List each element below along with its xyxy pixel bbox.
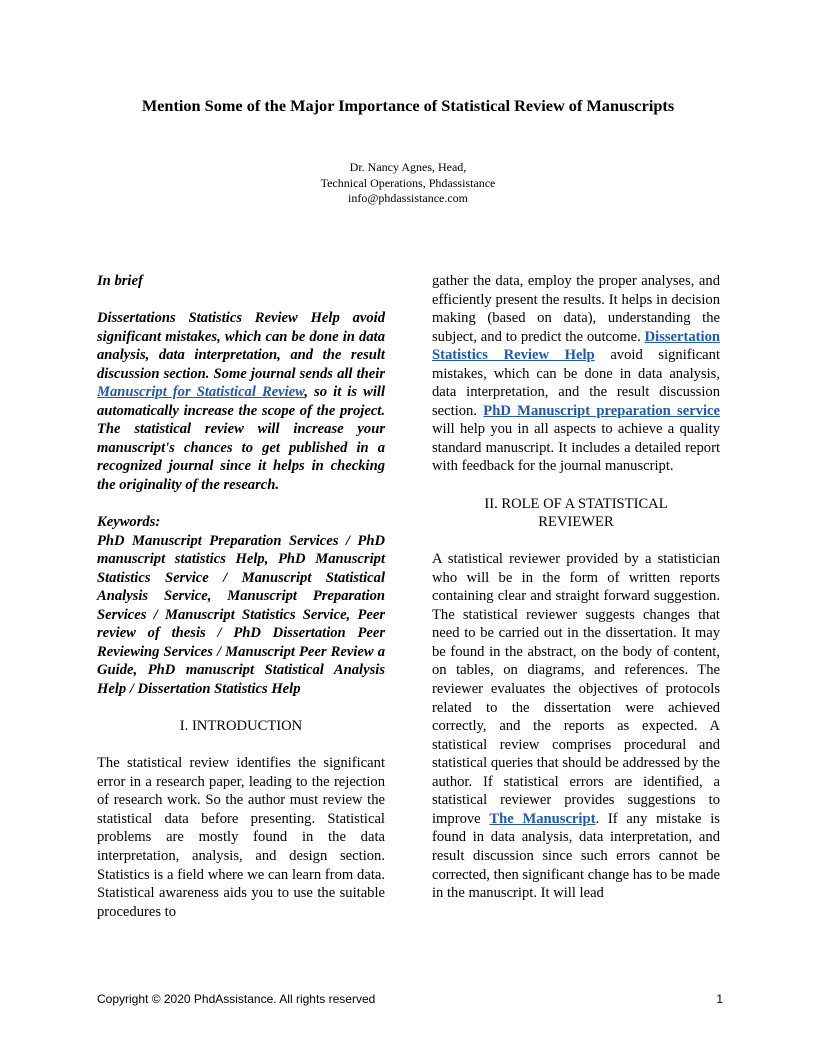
author-email: info@phdassistance.com (347, 191, 469, 205)
document-title: Mention Some of the Major Importance of Statistical Review of Manuscripts (141, 96, 675, 115)
phd-manuscript-preparation-service-link[interactable]: PhD Manuscript preparation service (483, 402, 721, 419)
role-paragraph (432, 550, 720, 902)
dissertation-statistics-review-help-link[interactable]: Dissertation Statistics Review Help (432, 328, 720, 364)
page-number: 1 (716, 992, 723, 1006)
role-text-1: A statistical reviewer provided by a statistician who will be in the form of written reports containing clear and straight forward suggestion. The statistical reviewer suggests changes that need to be carried out in the dissertation. It may be found in the abstract, on the body of content, on tables, on diagrams, and references. The reviewer evaluates the objectives of protocols related to the dissertation were achieved correctly, and the reports as expected. A statistical review comprises procedural and statistical queries that should be addressed by the author. If statistical errors are identified, a statistical reviewer provides suggestions to improve (432, 551, 720, 827)
left-column (97, 272, 385, 921)
introduction-paragraph: The statistical review identifies the significant error in a research paper, leading to the rejection of research work. So the author must review the statistical data before presenting. Statistical problems are mostly found in the data interpretation, analysis, and design section. Statistics is a field where we can learn from data. Statistical awareness aids you to use the suitable procedures to (97, 755, 385, 920)
author-name: Dr. Nancy Agnes, Head, (349, 160, 467, 174)
manuscript-statistical-review-link[interactable]: Manuscript for Statistical Review (97, 384, 305, 401)
right-column (432, 272, 720, 903)
author-block (0, 160, 816, 207)
the-manuscript-link[interactable]: The Manuscript (489, 810, 596, 827)
in-brief-heading: In brief (97, 273, 143, 289)
introduction-heading: I. INTRODUCTION (179, 718, 303, 735)
intro-cont-text-2: avoid significant mistakes, which can be done in data analysis, data interpretation, and the result discussion section. (432, 347, 721, 419)
brief-paragraph (97, 309, 385, 494)
introduction-continued-paragraph (432, 272, 720, 476)
brief-text-2: , so it is will automatically increase the scope of the project. The statistical review will increase your manuscript's chances to get published in a recognized journal since it helps in checking the originality of the research. (97, 384, 386, 494)
intro-cont-text-3: will help you in all aspects to achieve a quality standard manuscript. It includes a detailed report with feedback for the journal manuscript. (432, 421, 720, 475)
keywords-heading: Keywords: (97, 514, 161, 531)
role-heading-line-1: II. ROLE OF A STATISTICAL (484, 495, 668, 512)
keywords-text: PhD Manuscript Preparation Services / PhD manuscript statistics Help, PhD Manuscript Statistics Service / Manuscript Statistical Analysis Service, Manuscript Preparation Services / Manuscript Statistics Service, Peer review of thesis / PhD Dissertation Peer Reviewing Services / Manuscript Peer Review a Guide, PhD manuscript Statistical Analysis Help / Dissertation Statistics Help (97, 532, 385, 698)
intro-cont-text-1: gather the data, employ the proper analyses, and efficiently present the results. It helps in decision making (based on data), understanding the subject, and to predict the outcome. (432, 273, 720, 345)
brief-text-1: Dissertations Statistics Review Help avoid significant mistakes, which can be done in data analysis, data interpretation, and the result discussion section. Some journal sends all their (97, 310, 385, 382)
copyright-notice: Copyright © 2020 PhdAssistance. All rights reserved (97, 992, 376, 1006)
page-footer (97, 990, 723, 1008)
author-role: Technical Operations, Phdassistance (320, 175, 496, 190)
role-text-2: . If any mistake is found in data analysis, data interpretation, and result discussion since such errors cannot be corrected, then significant change has to be made in the manuscript. It will lead (432, 810, 720, 902)
role-heading-line-2: REVIEWER (538, 514, 614, 531)
